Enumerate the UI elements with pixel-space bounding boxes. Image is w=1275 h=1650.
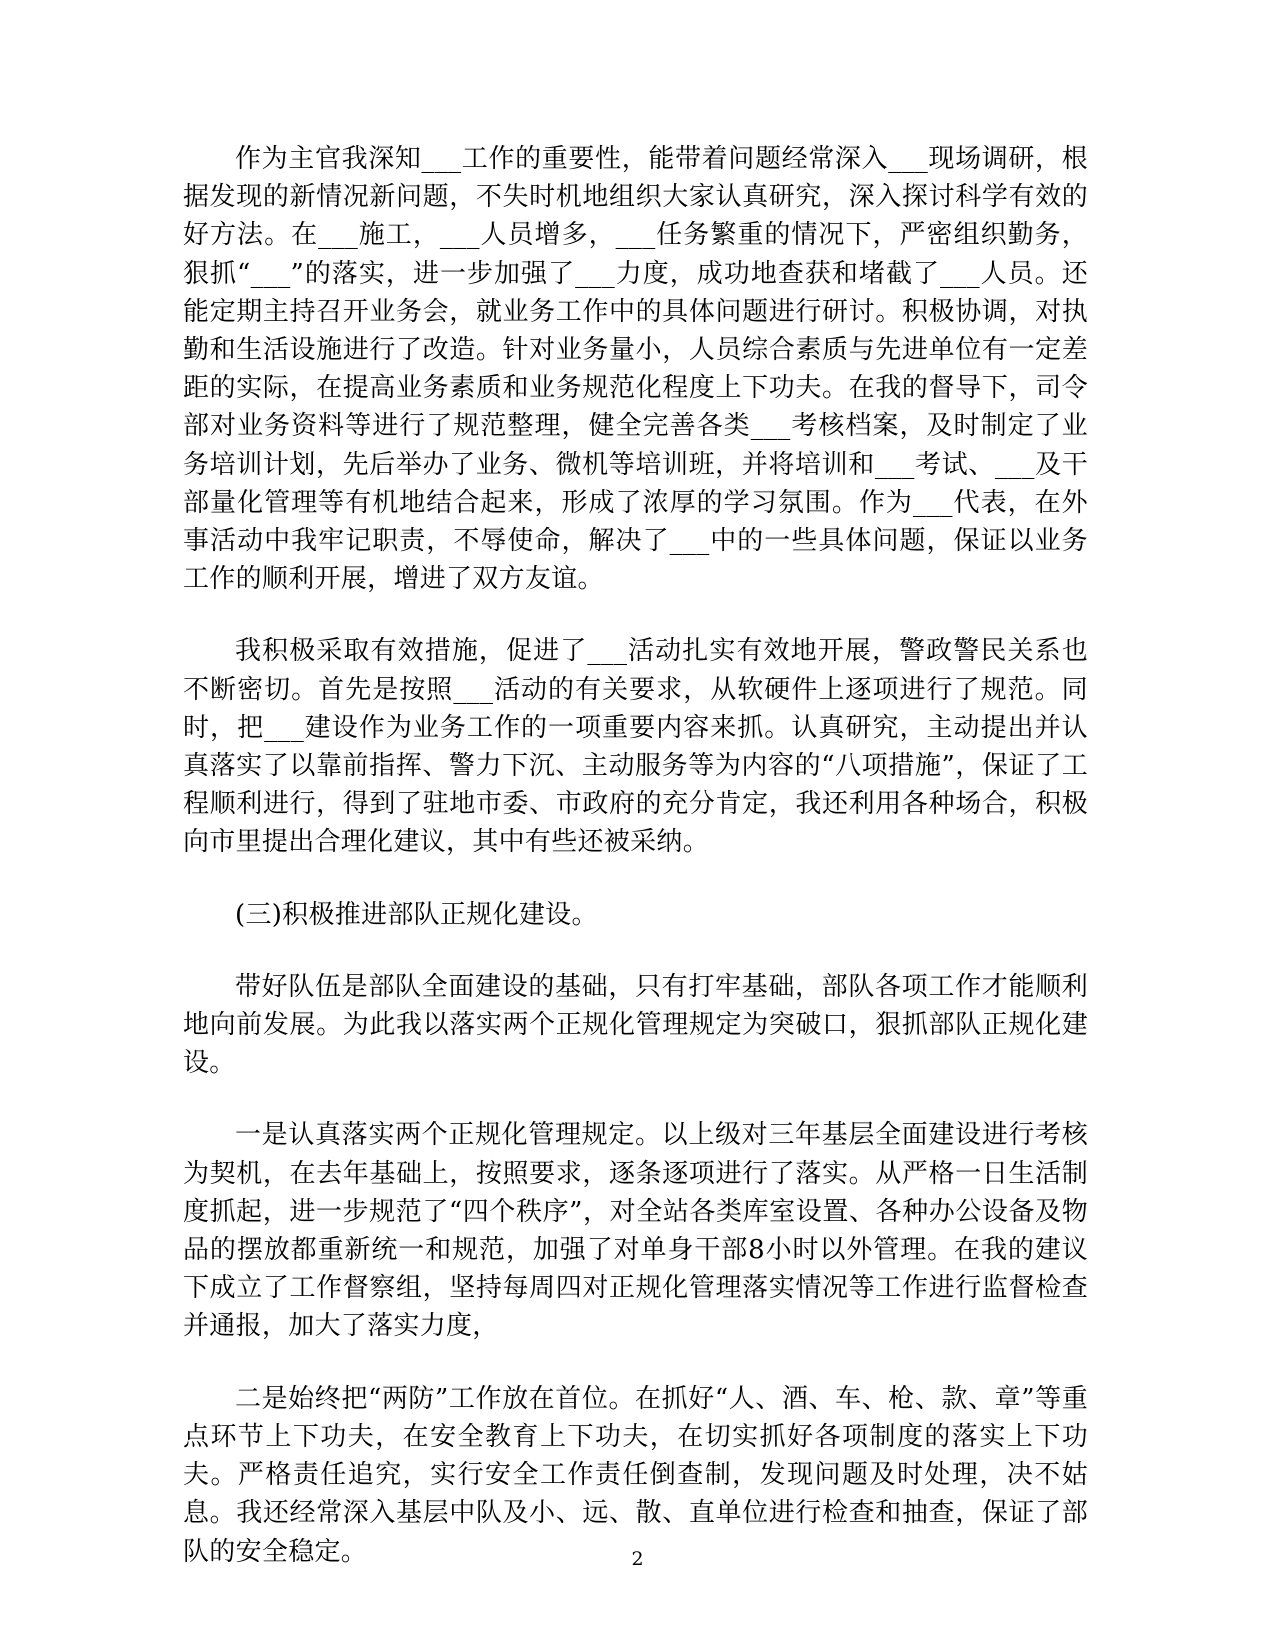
paragraph: 带好队伍是部队全面建设的基础，只有打牢基础，部队各项工作才能顺利地向前发展。为此我以落实两个正规化管理规定为突破口，狠抓部队正规化建设。 — [183, 971, 1088, 1079]
paragraph: 二是始终把“两防”工作放在首位。在抓好“人、酒、车、枪、款、章”等重点环节上下功夫，在安全教育上下功夫，在切实抓好各项制度的落实上下功夫。严格责任追究，实行安全工作责任倒查制，发现问题及时处理，决不姑息。我还经常深入基层中队及小、远、散、直单位进行检查和抽查，保证了部队的安全稳定。 — [183, 1383, 1088, 1567]
section-heading: (三)积极推进部队正规化建设。 — [235, 899, 598, 930]
document-body — [183, 140, 1088, 1605]
paragraph: 我积极采取有效措施，促进了___活动扎实有效地开展，警政警民关系也不断密切。首先是按照___活动的有关要求，从软硬件上逐项进行了规范。同时，把___建设作为业务工作的一项重要内容来抓。认真研究，主动提出并认真落实了以靠前指挥、警力下沉、主动服务等为内容的“八项措施”，保证了工程顺利进行，得到了驻地市委、市政府的充分肯定，我还利用各种场合，积极向市里提出合理化建议，其中有些还被采纳。 — [183, 636, 1088, 858]
paragraph: 作为主官我深知___工作的重要性，能带着问题经常深入___现场调研，根据发现的新情况新问题，不失时机地组织大家认真研究，深入探讨科学有效的好方法。在___施工，___人员增多，___任务繁重的情况下，严密组织勤务，狠抓“___”的落实，进一步加强了___力度，成功地查获和堵截了___人员。还能定期主持召开业务会，就业务工作中的具体问题进行研讨。积极协调，对执勤和生活设施进行了改造。针对业务量小，人员综合素质与先进单位有一定差距的实际，在提高业务素质和业务规范化程度上下功夫。在我的督导下，司令部对业务资料等进行了规范整理，健全完善各类___考核档案，及时制定了业务培训计划，先后举办了业务、微机等培训班，并将培训和___考试、___及干部量化管理等有机地结合起来，形成了浓厚的学习氛围。作为___代表，在外事活动中我牢记职责，不辱使命，解决了___中的一些具体问题，保证以业务工作的顺利开展，增进了双方友谊。 — [183, 144, 1088, 595]
page-number: 2 — [631, 1548, 644, 1570]
paragraph: 一是认真落实两个正规化管理规定。以上级对三年基层全面建设进行考核为契机，在去年基础上，按照要求，逐条逐项进行了落实。从严格一日生活制度抓起，进一步规范了“四个秩序”，对全站各类库室设置、各种办公设备及物品的摆放都重新统一和规范，加强了对单身干部8小时以外管理。在我的建议下成立了工作督察组，坚持每周四对正规化管理落实情况等工作进行监督检查并通报，加大了落实力度， — [183, 1120, 1088, 1342]
